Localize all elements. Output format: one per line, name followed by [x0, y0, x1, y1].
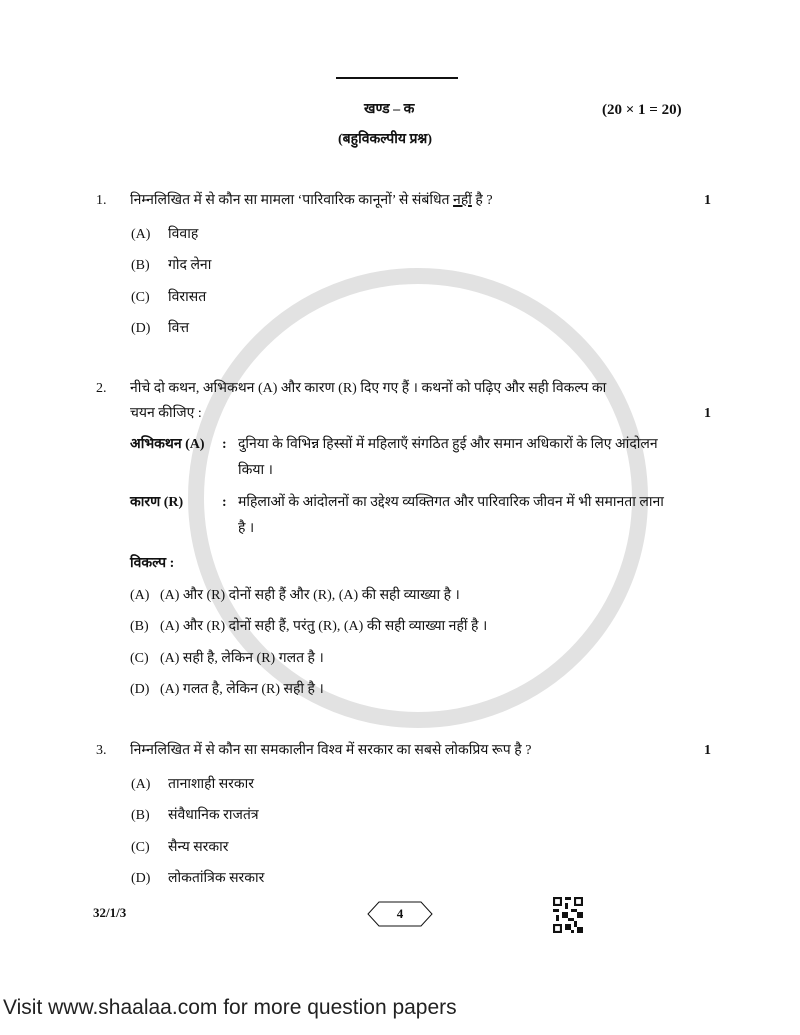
option-label: (C) [131, 289, 150, 305]
option-label: (C) [131, 839, 150, 855]
assertion-text [238, 432, 711, 484]
option [131, 256, 711, 276]
colon: : [222, 437, 227, 452]
option [130, 649, 711, 669]
option-text: विवाह [168, 226, 199, 242]
question-text [130, 376, 687, 426]
option-label: (B) [131, 258, 150, 273]
paper-code: 32/1/3 [93, 905, 127, 920]
option-text: (A) गलत है, लेकिन (R) सही है । [160, 682, 324, 697]
qr-code-icon [553, 897, 583, 933]
questions-list [96, 188, 711, 889]
option [131, 869, 711, 889]
reason-text-line: है । [238, 521, 255, 536]
option-text: (A) और (R) दोनों सही हैं और (R), (A) की सही व्याख्या है । [160, 587, 460, 603]
question-3 [96, 738, 711, 889]
question-text-part: निम्नलिखित में से कौन सा मामला ‘पारिवारिक कानूनों’ से संबंधित [130, 193, 450, 208]
option [131, 225, 711, 245]
option-text: तानाशाही सरकार [168, 776, 255, 792]
question-number: 2. [96, 381, 107, 396]
option-label: (D) [130, 682, 150, 697]
question-text-emphasis: नहीं [453, 193, 472, 208]
option [131, 806, 711, 826]
reason-text [238, 490, 711, 542]
reason-text-line: महिलाओं के आंदोलनों का उद्देश्य व्यक्तिगत और पारिवारिक जीवन में भी समानता लाना [238, 495, 664, 510]
question-text-line: नीचे दो कथन, अभिकथन (A) और कारण (R) दिए गए हैं । कथनों को पढ़िए और सही विकल्प का [130, 381, 607, 396]
option-text: विरासत [168, 289, 207, 305]
option [130, 680, 711, 700]
question-1 [96, 188, 711, 339]
section-subtitle: (बहुविकल्पीय प्रश्न) [338, 132, 432, 147]
option-text: (A) और (R) दोनों सही हैं, परंतु (R), (A) की सही व्याख्या नहीं है । [160, 619, 488, 634]
option [131, 288, 711, 308]
option-label: (C) [130, 650, 149, 666]
option-label: (B) [130, 619, 149, 634]
question-text [130, 188, 687, 213]
question-marks: 1 [704, 406, 711, 421]
colon: : [222, 495, 227, 510]
assertion-row [96, 432, 711, 484]
question-number: 3. [96, 743, 107, 758]
options-heading: विकल्प : [130, 556, 175, 571]
assertion-text-line: दुनिया के विभिन्न हिस्सों में महिलाएँ संगठित हुई और समान अधिकारों के लिए आंदोलन [238, 437, 658, 452]
option-label: (D) [131, 321, 151, 336]
option-text: गोद लेना [168, 258, 212, 273]
option-text: लोकतांत्रिक सरकार [168, 871, 265, 886]
option-label: (A) [131, 776, 151, 792]
question-2 [96, 376, 711, 700]
option-label: (A) [130, 587, 150, 603]
option [131, 838, 711, 858]
option-text: वित्त [168, 321, 190, 336]
option [130, 617, 711, 637]
option [130, 586, 711, 606]
option-text: (A) सही है, लेकिन (R) गलत है । [160, 650, 324, 666]
promo-text: Visit www.shaalaa.com for more question papers [3, 996, 457, 1019]
question-text-line: चयन कीजिए : [130, 406, 202, 421]
assertion-label: अभिकथन (A) [130, 437, 205, 452]
option [131, 775, 711, 795]
option-label: (D) [131, 871, 151, 886]
option-label: (B) [131, 808, 150, 823]
assertion-text-line: किया । [238, 463, 273, 478]
reason-row [96, 490, 711, 542]
option-label: (A) [131, 226, 151, 242]
option [131, 319, 711, 339]
question-text-part: है ? [475, 193, 493, 208]
page-number: 4 [396, 906, 404, 921]
section-title: खण्ड – क [364, 102, 415, 117]
section-marks: (20 × 1 = 20) [602, 102, 682, 118]
reason-label: कारण (R) [130, 495, 184, 510]
question-number: 1. [96, 193, 107, 208]
question-marks: 1 [704, 193, 711, 208]
option-text: संवैधानिक राजतंत्र [168, 808, 259, 823]
question-text: निम्नलिखित में से कौन सा समकालीन विश्व में सरकार का सबसे लोकप्रिय रूप है ? [130, 743, 532, 758]
top-rule [336, 77, 458, 79]
option-text: सैन्य सरकार [168, 839, 229, 855]
question-marks: 1 [704, 743, 711, 758]
